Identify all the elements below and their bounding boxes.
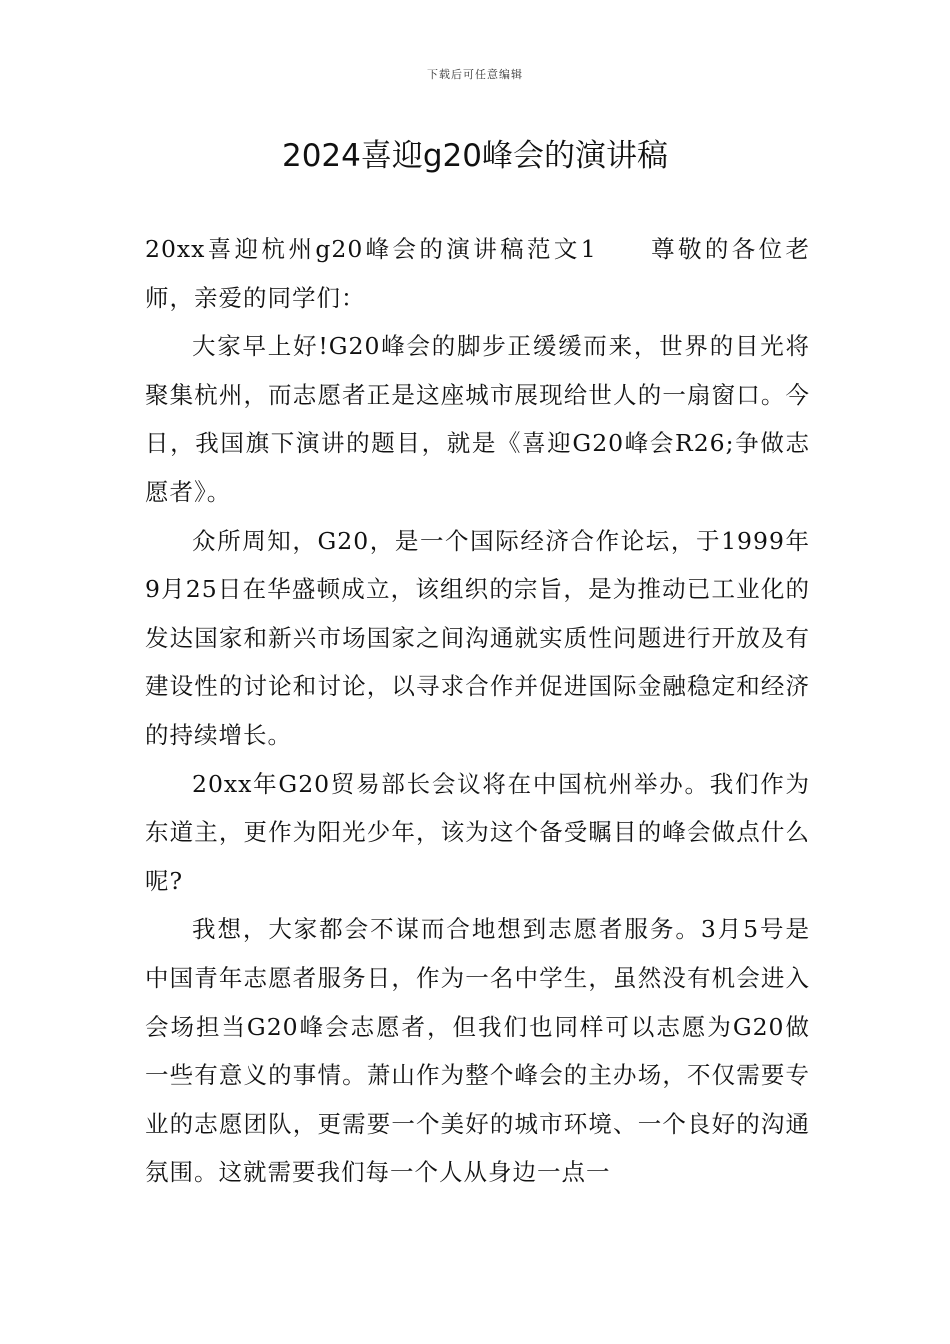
document-title: 2024喜迎g20峰会的演讲稿 [281,138,669,174]
document-body [145,225,810,1197]
intro-heading: 20xx喜迎杭州g20峰会的演讲稿范文1 [145,235,597,263]
salutation: 尊敬的各位老师，亲爱的同学们： [145,235,810,312]
paragraph: 我想，大家都会不谋而合地想到志愿者服务。3月5号是中国青年志愿者服务日，作为一名中学生，虽然没有机会进入会场担当G20峰会志愿者，但我们也同样可以志愿为G20做一些有意义的事情。萧山作为整个峰会的主办场，不仅需要专业的志愿团队，更需要一个美好的城市环境、一个良好的沟通氛围。这就需要我们每一个人从身边一点一 [145,915,810,1187]
header-note: 下载后可任意编辑 [427,68,523,81]
paragraph: 众所周知，G20，是一个国际经济合作论坛，于1999年9月25日在华盛顿成立，该组织的宗旨，是为推动已工业化的发达国家和新兴市场国家之间沟通就实质性问题进行开放及有建设性的讨论和讨论，以寻求合作并促进国际金融稳定和经济的持续增长。 [145,526,810,749]
paragraph: 20xx年G20贸易部长会议将在中国杭州举办。我们作为东道主，更作为阳光少年，该为这个备受瞩目的峰会做点什么呢? [145,769,810,895]
paragraph: 大家早上好!G20峰会的脚步正缓缓而来，世界的目光将聚集杭州，而志愿者正是这座城市展现给世人的一扇窗口。今日，我国旗下演讲的题目，就是《喜迎G20峰会R26;争做志愿者》。 [145,332,810,506]
intro-paragraph [145,225,810,322]
